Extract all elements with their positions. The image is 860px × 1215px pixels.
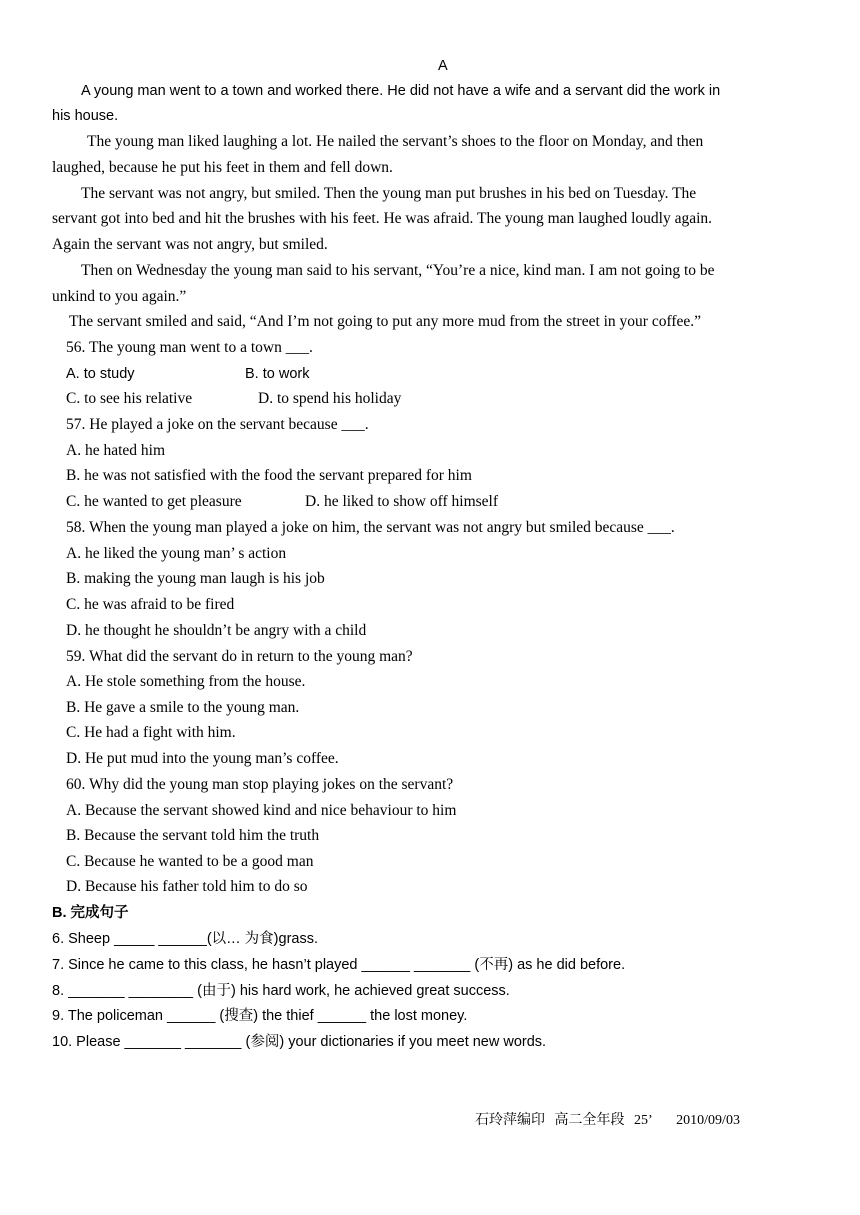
passage-line-7: Again the servant was not angry, but smiled. — [52, 236, 328, 253]
question-58-option-b: B. making the young man laugh is his job — [66, 570, 325, 587]
question-60-option-d: D. Because his father told him to do so — [66, 878, 308, 895]
question-59-option-b: B. He gave a smile to the young man. — [66, 699, 300, 716]
footer-count: 25’ — [634, 1113, 653, 1128]
sentence-10: 10. Please _______ _______ (参阅) your dictionaries if you meet new words. — [52, 1034, 547, 1050]
footer-date: 2010/09/03 — [676, 1113, 740, 1128]
passage-line-5: The servant was not angry, but smiled. Then the young man put brushes in his bed on Tuesday. The — [81, 185, 697, 202]
question-58-stem: 58. When the young man played a joke on him, the servant was not angry but smiled because ___. — [66, 519, 675, 536]
question-58-option-a: A. he liked the young man’ s action — [66, 545, 287, 562]
question-60-option-a: A. Because the servant showed kind and nice behaviour to him — [66, 802, 457, 819]
question-57-stem: 57. He played a joke on the servant because ___. — [66, 416, 369, 433]
question-59-option-a: A. He stole something from the house. — [66, 673, 306, 690]
question-56-option-c: C. to see his relative — [66, 390, 193, 407]
footer-author: 石玲萍编印 — [475, 1113, 545, 1128]
page-footer — [475, 1109, 746, 1129]
passage-line-8: Then on Wednesday the young man said to his servant, “You’re a nice, kind man. I am not going to be — [81, 262, 715, 279]
question-57-option-c: C. he wanted to get pleasure — [66, 493, 242, 510]
section-b-title: B. 完成句子 — [52, 905, 129, 921]
question-57-option-b: B. he was not satisfied with the food the servant prepared for him — [66, 467, 472, 484]
question-59-option-d: D. He put mud into the young man’s coffee. — [66, 750, 339, 767]
passage-line-2: his house. — [52, 108, 119, 124]
sentence-8: 8. _______ ________ (由于) his hard work, he achieved great success. — [52, 983, 510, 999]
passage-line-1: A young man went to a town and worked there. He did not have a wife and a servant did the work in — [81, 83, 721, 99]
question-57-option-a: A. he hated him — [66, 442, 166, 459]
question-58-option-d: D. he thought he shouldn’t be angry with a child — [66, 622, 367, 639]
question-60-option-b: B. Because the servant told him the truth — [66, 827, 320, 844]
sentence-6: 6. Sheep _____ ______(以… 为食)grass. — [52, 931, 318, 947]
question-57-option-d: D. he liked to show off himself — [305, 493, 499, 510]
passage-line-10: The servant smiled and said, “And I’m not going to put any more mud from the street in your coffee.” — [69, 313, 702, 330]
question-56-option-b: B. to work — [245, 366, 310, 382]
question-59-stem: 59. What did the servant do in return to the young man? — [66, 648, 413, 665]
footer-grade: 高二全年段 — [554, 1113, 625, 1128]
question-59-option-c: C. He had a fight with him. — [66, 724, 236, 741]
sentence-9: 9. The policeman ______ (搜查) the thief ______ the lost money. — [52, 1008, 468, 1024]
question-56-stem: 56. The young man went to a town ___. — [66, 339, 313, 356]
passage-line-9: unkind to you again.” — [52, 288, 187, 305]
question-56-option-a: A. to study — [66, 366, 135, 382]
passage-line-6: servant got into bed and hit the brushes with his feet. He was afraid. The young man laughed loudly again. — [52, 210, 713, 227]
question-60-stem: 60. Why did the young man stop playing jokes on the servant? — [66, 776, 454, 793]
section-a-title: A — [438, 58, 448, 74]
question-56-option-d: D. to spend his holiday — [258, 390, 402, 407]
question-58-option-c: C. he was afraid to be fired — [66, 596, 235, 613]
passage-line-3: The young man liked laughing a lot. He nailed the servant’s shoes to the floor on Monday, and then — [87, 133, 704, 150]
sentence-7: 7. Since he came to this class, he hasn’t played ______ _______ (不再) as he did before. — [52, 957, 626, 973]
passage-line-4: laughed, because he put his feet in them and fell down. — [52, 159, 393, 176]
question-60-option-c: C. Because he wanted to be a good man — [66, 853, 314, 870]
